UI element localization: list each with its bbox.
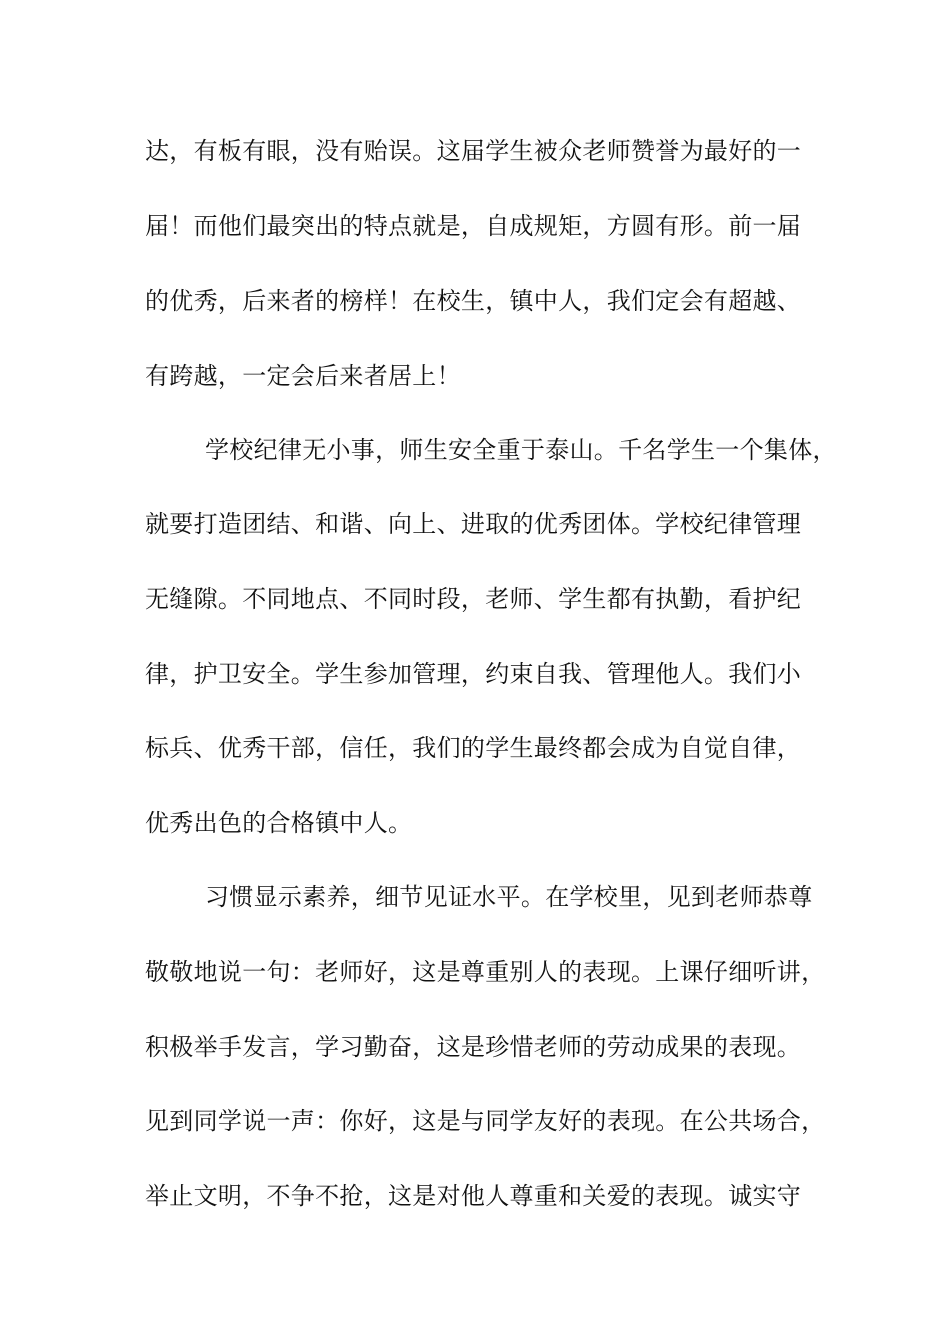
paragraph-start-line-5: 学校纪律无小事，师生安全重于泰山。千名学生一个集体， — [205, 436, 837, 464]
paragraph-start-line-11: 习惯显示素养，细节见证水平。在学校里，见到老师恭尊 — [205, 883, 813, 911]
text-line-6: 就要打造团结、和谐、向上、进取的优秀团体。学校纪律管理 — [145, 510, 802, 538]
text-line-12: 敬敬地说一句：老师好，这是尊重别人的表现。上课仔细听讲， — [145, 958, 826, 986]
text-line-10: 优秀出色的合格镇中人。 — [145, 809, 413, 837]
text-line-14: 见到同学说一声：你好，这是与同学友好的表现。在公共场合， — [145, 1107, 826, 1135]
text-line-3: 的优秀，后来者的榜样！在校生，镇中人，我们定会有超越、 — [145, 287, 802, 315]
text-line-9: 标兵、优秀干部，信任，我们的学生最终都会成为自觉自律， — [145, 734, 802, 762]
text-line-4: 有跨越，一定会后来者居上！ — [145, 362, 461, 390]
text-line-13: 积极举手发言，学习勤奋，这是珍惜老师的劳动成果的表现。 — [145, 1033, 802, 1061]
text-line-1: 达，有板有眼，没有贻误。这届学生被众老师赞誉为最好的一 — [145, 137, 802, 165]
text-line-7: 无缝隙。不同地点、不同时段，老师、学生都有执勤，看护纪 — [145, 585, 802, 613]
text-line-2: 届！而他们最突出的特点就是，自成规矩，方圆有形。前一届 — [145, 212, 802, 240]
text-line-15: 举止文明，不争不抢，这是对他人尊重和关爱的表现。诚实守 — [145, 1182, 802, 1210]
text-line-8: 律，护卫安全。学生参加管理，约束自我、管理他人。我们小 — [145, 660, 802, 688]
